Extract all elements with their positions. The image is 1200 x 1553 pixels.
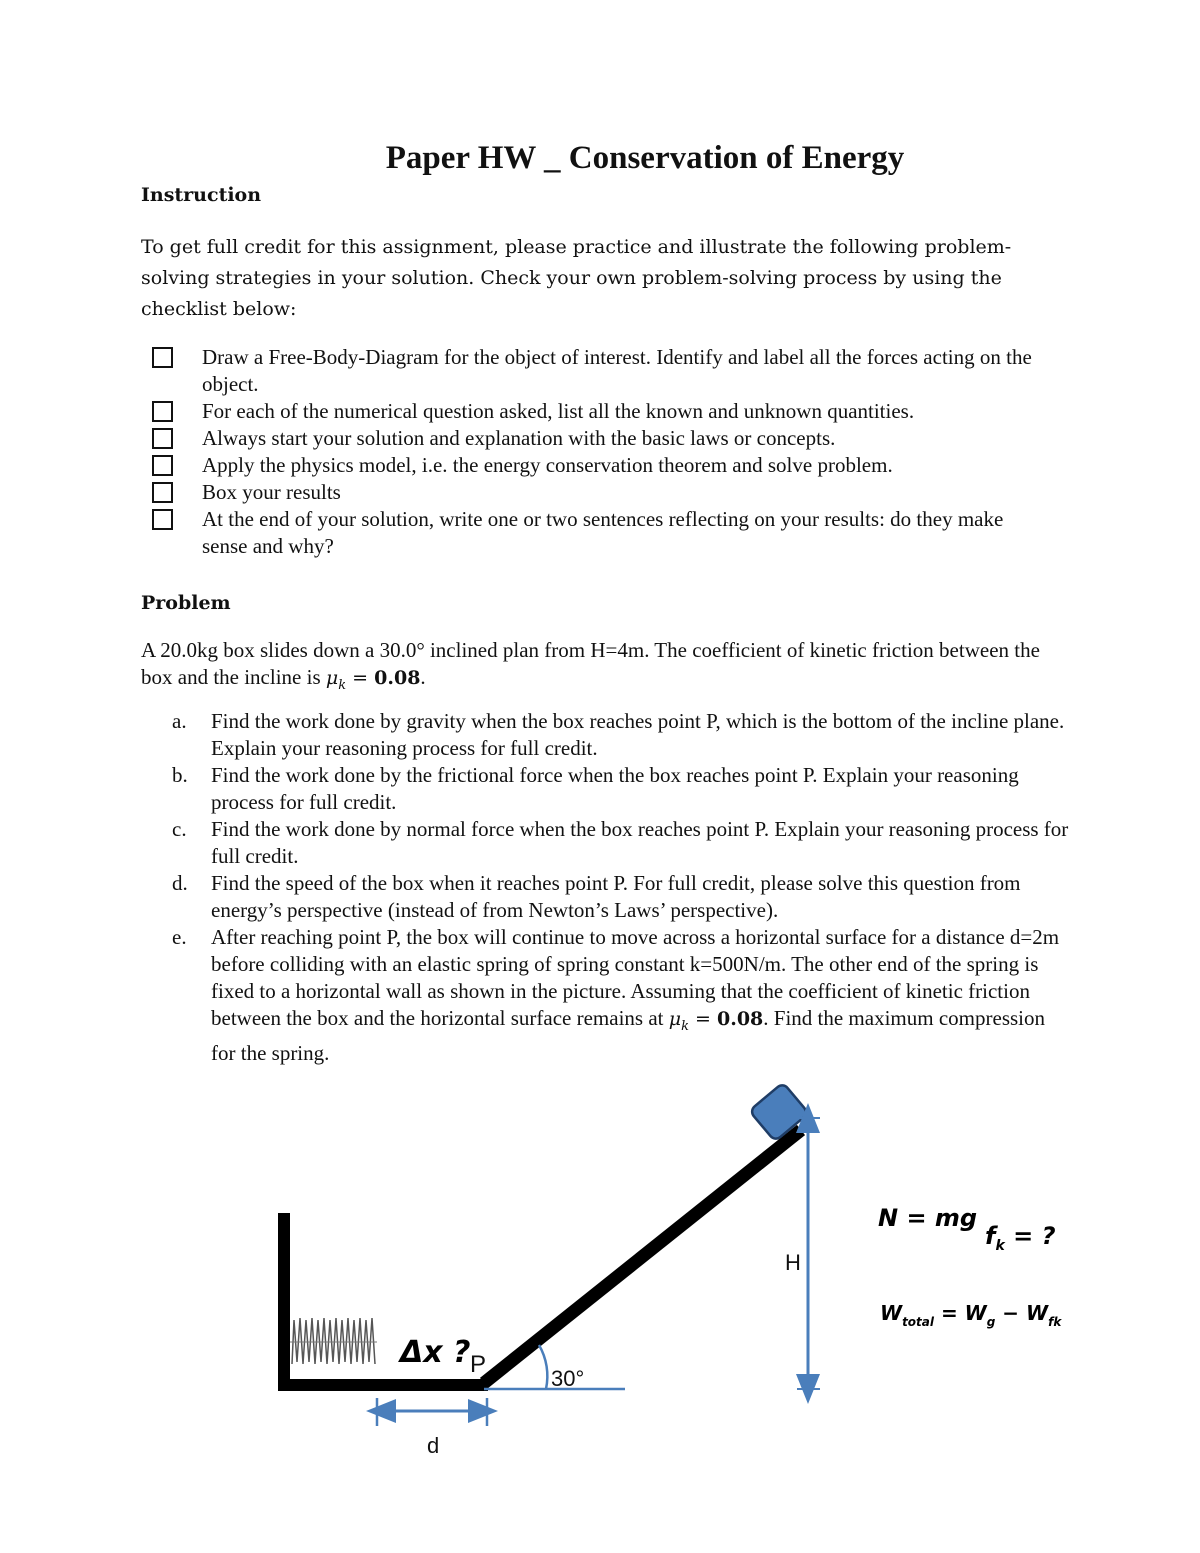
handwritten-friction-sub: k [995,1238,1005,1254]
height-label: H [785,1250,801,1275]
question-letter: d. [172,871,188,895]
mu-sub: k [338,678,347,694]
mu-value: 0.08 [716,1008,764,1030]
question-text: Find the speed of the box when it reaches point P. For full credit, please solve this question from energy’s perspective (instead of from Newton’s Laws’ perspective). [211,871,1021,922]
mu-value: 0.08 [374,667,421,689]
angle-label: 30° [551,1366,585,1391]
checklist-item-text: Apply the physics model, i.e. the energy conservation theorem and solve problem. [202,453,893,477]
question-letter: a. [172,709,187,733]
problem-text-before: A 20.0kg box slides down a 30.0° inclined plan from H=4m. The coefficient of kinetic friction between the box and the incline is [141,638,1040,689]
distance-label: d [427,1433,440,1458]
handwritten-friction-f: f [985,1222,996,1250]
checklist-item-text: Box your results [202,480,341,504]
handwritten-work-total [880,1301,1062,1329]
checklist-item-text: Draw a Free-Body-Diagram for the object of interest. Identify and label all the forces acting on the object. [202,345,1032,396]
handwritten-work-sub3: fk [1048,1315,1062,1329]
question-letter: c. [172,817,187,841]
mu-symbol: μ [668,1008,682,1030]
handwritten-work-sub: total [902,1315,934,1329]
checklist-item-text: For each of the numerical question asked, list all the known and unknown quantities. [202,399,915,423]
question-text: Find the work done by normal force when the box reaches point P. Explain your reasoning process for full credit. [211,817,1069,868]
handwritten-normal-force: N = mg [878,1204,978,1232]
incline-plane [484,1130,801,1383]
handwritten-friction [985,1222,1056,1254]
spring [290,1318,377,1364]
point-p-label: P [470,1351,487,1378]
question-e-text: After reaching point P, the box will continue to move across a horizontal surface for a distance d=2m before colliding with an elastic spring of spring constant k=500N/m. The other end of the spring is fixed to a horizontal wall as shown in the picture. Assuming that the coefficient of kinetic friction between the box and the horizontal surface remains at [211,925,1060,1030]
question-e-text-end: . Find the maximum compression for the spring. [211,1006,1045,1066]
instruction-heading: Instruction [141,184,262,206]
question-letter: e. [172,925,187,949]
angle-arc [539,1345,547,1389]
mu-equals: = [688,1008,717,1030]
question-letter: b. [172,763,188,787]
handwritten-friction-eq: = ? [1004,1222,1056,1250]
handwritten-work-sub2: g [986,1315,996,1329]
mu-symbol: μ [325,667,339,689]
mu-sub: k [681,1019,689,1035]
question-text: Find the work done by gravity when the box reaches point P, which is the bottom of the incline plane. Explain your reasoning process for full credit. [211,709,1065,760]
checklist-item-text: Always start your solution and explanation with the basic laws or concepts. [202,426,836,450]
problem-heading: Problem [141,592,231,614]
handwritten-work-eq: = W [934,1301,987,1325]
page-title: Paper HW _ Conservation of Energy [385,140,905,176]
handwritten-work-w: W [880,1301,903,1325]
floor [278,1379,488,1391]
problem-text-after: . [420,665,426,689]
instruction-text: To get full credit for this assignment, please practice and illustrate the following problem-solving strategies in your solution. Check your own problem-solving process by using the checklist below: [141,236,1012,320]
handwritten-delta-x: Δx ? [400,1335,471,1370]
wall [278,1213,290,1391]
checklist-item-text: At the end of your solution, write one or two sentences reflecting on your results: do they make sense and why? [202,507,1004,558]
handwritten-work-minus: − W [995,1301,1049,1325]
question-text: Find the work done by the frictional force when the box reaches point P. Explain your reasoning process for full credit. [211,763,1019,814]
mu-equals: = [346,667,375,689]
